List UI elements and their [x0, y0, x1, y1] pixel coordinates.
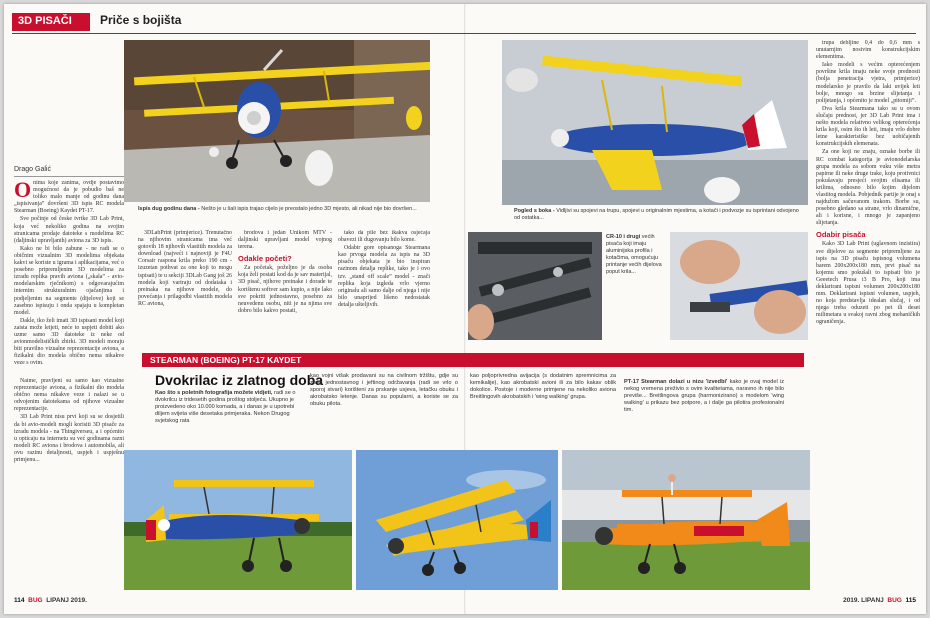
breitling-stearman-photo [562, 450, 810, 590]
boxout-column-b: kao poljoprivredna avijacija (s dodatnim spremnicima za kemikalije), kao akrobatski avioni ili za bilo kakav oblik dokolice. Postoje i moderne primjene na nekoliko aviona Breitlingovih akrobatskih i 'wing walking' grupa. [470, 373, 616, 400]
magazine-name-left: BUG [28, 597, 43, 604]
boxout-lead: Kao što s poletnih fotografija možete vidjeti, radi se o dvokrilcu iz tridesetih godina prošlog stoljeća. Ukupno je proizvedeno oko 10.000 komada, a i danas je u upotrebi diljem svijeta više desetaka primjeraka. Nekon Drugog svjetskog rata [155, 390, 296, 424]
hands-assembly-photo [670, 232, 808, 340]
subhead-odabir: Odabir pisača [816, 230, 866, 240]
photo-2-caption: Pogled s boka - Vidljivi su spojevi na trupu, spojevi u originalnim mjestima, a kotači i podvozje su isprintani odvojeno od ostatka... [514, 208, 799, 221]
printer-parts-photo [468, 232, 602, 340]
boxout-band: STEARMAN (BOEING) PT-17 KAYDET [142, 353, 786, 367]
section-tag: 3D PISAČI [12, 13, 90, 31]
boxout-column-c: PT-17 Stearman dolazi u nizu 'izvedbi' kako je ovaj model iz nekog vremena preživio s ovim kvalitetama, naravno ih nije bilo previše... Breitlingova grupa (harmonizirano) s modelom 'wing walking' u prikazu bez potpore, a i dalje ga pilotira profesionalni tim. [624, 379, 784, 413]
photo-1-caption: Ispis dug godinu dana - Nešto je u šali ispis trajao cijelo je preostalo jedno 3D mjesto, ali nikad nije bio dovršen... [138, 206, 417, 212]
stearman-model-top-right-photo [502, 40, 808, 205]
text-column-3: brodova i jedan Unikom MTV - daljinski upravljani model vojnog terena. Odakle početi? Za početak, poželjno je da osoba koja želi postati kod da je sav materijal, 3D pisač, njihove preinake i dorade te korištenu softver sam kupio, a nije lako sve pokriti jednostavno, posebno za neuvedenu osobu, niti je na njima sve dobro bilo kakvo postati, [238, 230, 332, 314]
boxout-title: Dvokrilac iz zlatnog doba [155, 372, 324, 388]
text-column-2: 3DLabPrint (primjerice). Trenutačno na njihovim stranicama ima već gotovih 18 njihovih vlastitih modela za download (najveći i najnoviji je F4U Corsair raspona krila preko 190 cm - izuzetan pothvat za one koji to mogu ispisati) te u sekciji 3DLab Gang još 26 modela koji variraju od dodataka i preinaka na njihove modele, do povećanja i prilagodbi vlastitih modela RC aviona, [138, 230, 232, 307]
biplane-on-table-photo [124, 40, 430, 202]
issue-date-right: 2019. LIPANJ [843, 597, 884, 604]
boxout-band-tail [786, 353, 804, 367]
subhead-odakle: Odakle početi? [238, 254, 292, 264]
magazine-name-right: BUG [887, 597, 902, 604]
issue-date-left: LIPANJ 2019. [46, 597, 87, 604]
photo-3-caption: CR-10 i drugi većih pisača koji imaju aluminijska profila i kotačima, omogućuju printanje većih dijelova poput krila... [606, 234, 662, 275]
boxout-column-a: kao vojni višak prodavani su na civilnom tržištu, gdje su zbog jednostavnog i jeftinog održavanja (radi se vrlo o sporoj stvari) korišteni za prskanje usjeva, letačku obuku i akrobatsko letenje. Danas su popularni, a koriste se za obuku pilota. [310, 373, 458, 407]
top-rule [12, 33, 916, 34]
page-number-left: 114 [14, 597, 25, 604]
blue-stearman-photo [124, 450, 352, 590]
footer-left [14, 597, 87, 604]
author-name: Drago Galić [14, 166, 51, 173]
text-column-1b: Naime, pravljeni su samo kao vizualne reprezentacije aviona, a fizikalni dio modela obično nema nikakve veze i nalazi se u odvojenim datotekama od njihove vizualne reprezentacije. 3D Lab Print nisu prvi koji su se dosjetili da bi avio-modeli mogli korisiti 3D pisače za izradu modela - na Thingiverseu, a i općenito u opticaju na internetu su već godinama razni modeli RC aviona i brodova i automobila, ali ovu razinu detaljnosti, uspjeh i uspješnu primjenu... [14, 378, 124, 464]
text-column-4: tako da pile bez ikakva osjećaja obavezi ili dugovanju bilo kome. Odabir gore opisanoga Stearmana kao prvoga modela za ispis na 3D pisaču objekata je bio inspiran razinom detalja replike, tako je i ovo tzv. „stand off scale” model - znači replika koja izgleda vrlo vjerno originalu ali samo dalje od njega i nije bilo unaprijed lišeno nedostatak detalja ušteljivih. [338, 230, 430, 308]
text-column-1: Onima koje zanima, ovdje postavimo mogućnost da je pobudio baš ne toliko malo manje od godinu dana „ispisivanja” dovršeni 3D ispis RC modela Stearman (Boeing) Kaydet PT-17. Sve počinje od česke tvrtke 3D Lab Print, koja već nekoliko godina na svojim stranicama prodaje datoteke s modelima RC (daljinski upravljanih) aviona za 3D ispis. Kako ne bi bilo zabune - ne radi se o običnim vizualnim 3D modelima objekata kakvi se koriste u igrama i aplikacijama, već o posebno pripremljenim 3D modelima za izradu replika pravih aviona („skala” - avio-modelarskim rječnikom) s odgovarajućim internim strukturalnim ojačanjima i podjeljenim na segmente (dijelove) koji se zasebno ispisuju i onda spajaju u kompletan model. Dakle, tko želi imati 3D ispisani model koji zaista može letjeti, neće to uspjeti dobiti ako uzme samo 3D datoteke iz neke od avionmodelističkih zbirki. 3D modeli moraju biti pravilno vizualne reprezentacije aviona, a fizikalni dio modela obično nema nikakve veze s ovim. [14, 180, 124, 367]
text-column-right: trupa debljine 0,4 do 0,6 mm s unutarnjim nosivim konstrukcijskim elementima. Iako modeli s većim opterećenjem površine krila imaju neke svoje prednosti (bolja penetracija vjetra, primjerice) modelarsko je pravilo da laki uvijek leti bolje, mnogo su brzine slijetanja i polijetanja, i općenito je model „pitomiji”. Dva krila Stearmana tako su u ovom slučaju prednost, jer 3D Lab Print ima i nešto modela relativno velikog opterećenja krila koji, osim što ih leti, imaju vrlo dobre letne karakteristike bez uobičajenih konstrukcijskih elemenata. Za one koji ne znaju, oznake borbe ili RC combat kategorija je avionodelarska grupa modela za sobom vuku više metra papirne ili neke druge trake, koju protivnici pokušavaju presjeći svojim elisama ili krilima, odnosno bilo kojim dijelom vlastitog modela. Pobjednik partije je onaj s najdužom sačuvanom trakom. Borbe su, posebno gledano sa strane, vrlo dinamične, ali i korisne, i mnogo je zapanjeno slijetanja. Odabir pisača Kako 3D Lab Print (uglavnom inzistira) sve dijelove za segmente pripremljene za ispis na 3D pisaču ispisnog volumena barem 200x200x180 mm, prvi pisač na kojemu smo pokušali to ispisati bio je Geeetech Prusa i3 B Pro, koji ima deklarirani ispisni volumen 200x200x180 mm. Deklarirani ispisni volumen, uspjeh, no koja predstavlja idealan slučaj, i od njega treba oduzeti po pet ili deset milimetara u svakoj ravni zbog mehaničkih ograničenja. [816, 40, 920, 326]
author-rule [14, 176, 124, 177]
section-title: Priče s bojišta [100, 13, 182, 27]
page-number-right: 115 [905, 597, 916, 604]
magazine-spread [4, 4, 926, 614]
dropcap: O [14, 180, 32, 202]
yellow-stearman-photo [356, 450, 558, 590]
footer-right [843, 597, 916, 604]
